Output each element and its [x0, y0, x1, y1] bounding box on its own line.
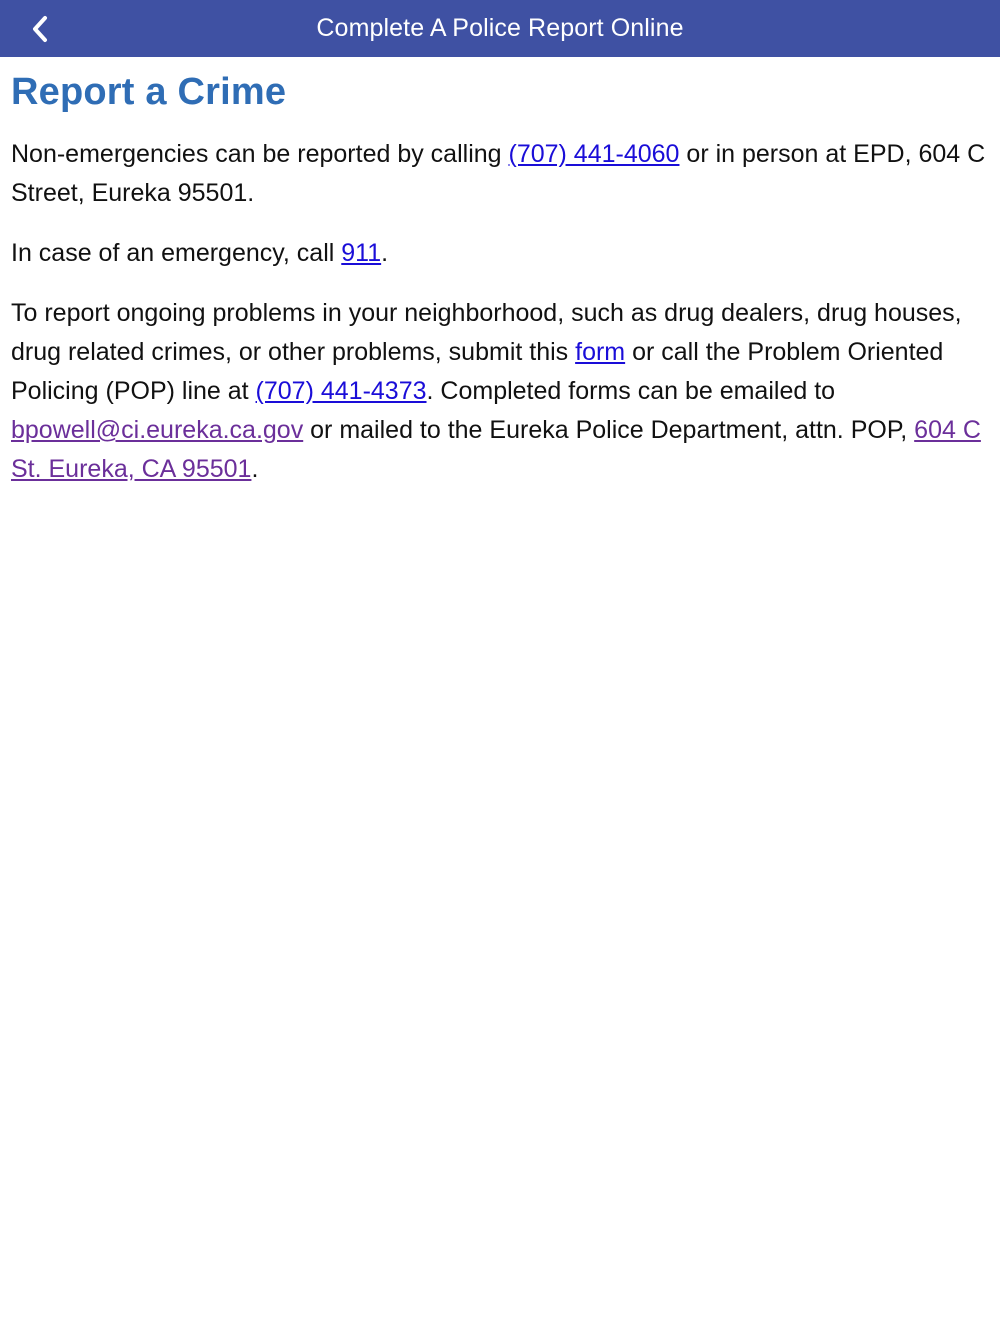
navigation-bar — [0, 0, 1000, 57]
non-emergency-paragraph — [11, 135, 986, 213]
pop-phone-link[interactable]: (707) 441-4373 — [255, 377, 427, 405]
address-map-link[interactable]: 604 C St. Eureka, CA 95501 — [11, 416, 981, 483]
email-link[interactable]: bpowell@ci.eureka.ca.gov — [11, 416, 304, 444]
emergency-text-1: In case of an emergency, call — [11, 239, 342, 267]
problems-text-3: . Completed forms can be emailed to — [426, 377, 836, 405]
emergency-paragraph — [11, 234, 986, 273]
report-form-link[interactable]: form — [575, 338, 626, 366]
report-crime-heading: Report a Crime — [11, 71, 287, 113]
problems-text-4: or mailed to the Eureka Police Department, attn. POP, — [303, 416, 915, 444]
report-crime-content — [11, 68, 986, 489]
non-emergency-text-1: Non-emergencies can be reported by calling — [11, 140, 509, 168]
non-emergency-phone-link[interactable]: (707) 441-4060 — [508, 140, 680, 168]
emergency-text-2: . — [381, 239, 389, 267]
problems-text-5: . — [251, 455, 259, 483]
emergency-911-link[interactable]: 911 — [341, 239, 382, 267]
problems-text-1: To report ongoing problems in your neighborhood, such as drug dealers, drug houses, drug related crimes, or other problems, submit this — [11, 299, 962, 366]
non-emergency-text-2: or in person at EPD, 604 C Street, Eureka 95501. — [11, 140, 986, 207]
problems-text-2: or call the Problem Oriented Policing (POP) line at — [11, 338, 944, 405]
neighborhood-problems-paragraph — [11, 294, 986, 489]
page-title: Complete A Police Report Online — [316, 14, 684, 42]
